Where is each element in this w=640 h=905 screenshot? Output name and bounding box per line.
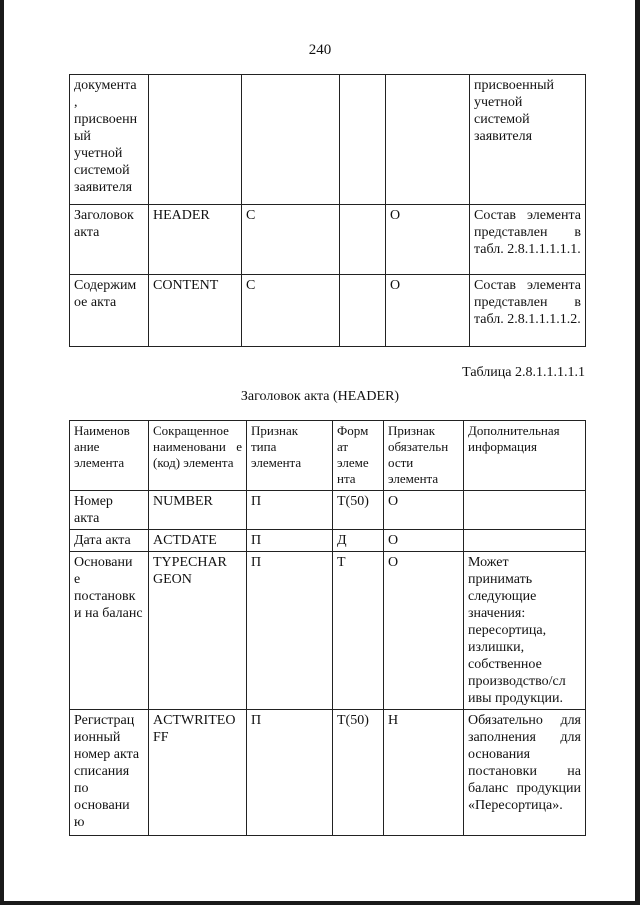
- table-cell: документа , присвоенн ый учетной системой заявителя: [70, 75, 149, 205]
- table-cell: [242, 75, 340, 205]
- column-header: Признак обязательн ости элемента: [384, 421, 464, 491]
- table-cell: ACTDATE: [149, 530, 247, 552]
- table-cell: HEADER: [149, 205, 242, 275]
- table-header-row: [70, 421, 586, 491]
- table-cell: Заголовок акта: [70, 205, 149, 275]
- table-cell: Может принимать следующие значения: пересортица, излишки, собственное производство/сл ивы продукции.: [464, 552, 586, 710]
- table-cell: NUMBER: [149, 491, 247, 530]
- table-cell: T(50): [333, 491, 384, 530]
- table-cell: Дата акта: [70, 530, 149, 552]
- table-cell: О: [384, 530, 464, 552]
- column-header: Сокращенное наименовани е (код) элемента: [149, 421, 247, 491]
- table-cell: С: [242, 205, 340, 275]
- table-cell: [464, 491, 586, 530]
- table-row: [70, 205, 586, 275]
- table-cell: Т(50): [333, 710, 384, 836]
- table-cell: [464, 530, 586, 552]
- table-cell: [340, 75, 386, 205]
- table-cell: П: [247, 491, 333, 530]
- table-row: [70, 552, 586, 710]
- table-cell: П: [247, 530, 333, 552]
- column-header: Форм ат элеме нта: [333, 421, 384, 491]
- table-cell: Обязательно для заполнения для основания постановки на баланс продукции «Пересортица».: [464, 710, 586, 836]
- table-cell: Т: [333, 552, 384, 710]
- table-cell: Номер акта: [70, 491, 149, 530]
- page-number: 240: [308, 42, 332, 58]
- column-header: Наименов ание элемента: [70, 421, 149, 491]
- table-cell: ACTWRITEO FF: [149, 710, 247, 836]
- table-cell: Состав элемента представлен в табл. 2.8.1.1.1.1.2.: [470, 275, 586, 347]
- table-row: [70, 491, 586, 530]
- table-row: [70, 75, 586, 205]
- table-cell: Основани е постановк и на баланс: [70, 552, 149, 710]
- table-cell: П: [247, 552, 333, 710]
- continued-table: [69, 74, 586, 347]
- column-header: Дополнительная информация: [464, 421, 586, 491]
- table-cell: CONTENT: [149, 275, 242, 347]
- table-cell: О: [384, 552, 464, 710]
- table-cell: [386, 75, 470, 205]
- table-row: [70, 710, 586, 836]
- table-title: Заголовок акта (HEADER): [240, 389, 400, 404]
- table-cell: Н: [384, 710, 464, 836]
- table-cell: Д: [333, 530, 384, 552]
- table-cell: О: [384, 491, 464, 530]
- table-cell: Регистрац ионный номер акта списания по основани ю: [70, 710, 149, 836]
- table-cell: [340, 275, 386, 347]
- table-cell: О: [386, 275, 470, 347]
- table-cell: [340, 205, 386, 275]
- column-header: Признак типа элемента: [247, 421, 333, 491]
- table-cell: О: [386, 205, 470, 275]
- table-row: [70, 530, 586, 552]
- table-row: [70, 275, 586, 347]
- table-cell: [149, 75, 242, 205]
- table-cell: С: [242, 275, 340, 347]
- scan-edge-bottom: [0, 901, 640, 905]
- table-caption: Таблица 2.8.1.1.1.1.1: [462, 365, 585, 380]
- table-cell: Содержим ое акта: [70, 275, 149, 347]
- header-table: [69, 420, 586, 836]
- table-cell: TYPECHAR GEON: [149, 552, 247, 710]
- scan-edge-right: [635, 0, 640, 905]
- table-cell: присвоенный учетной системой заявителя: [470, 75, 586, 205]
- scan-edge-left: [0, 0, 4, 905]
- table-cell: Состав элемента представлен в табл. 2.8.1.1.1.1.1.: [470, 205, 586, 275]
- table-cell: П: [247, 710, 333, 836]
